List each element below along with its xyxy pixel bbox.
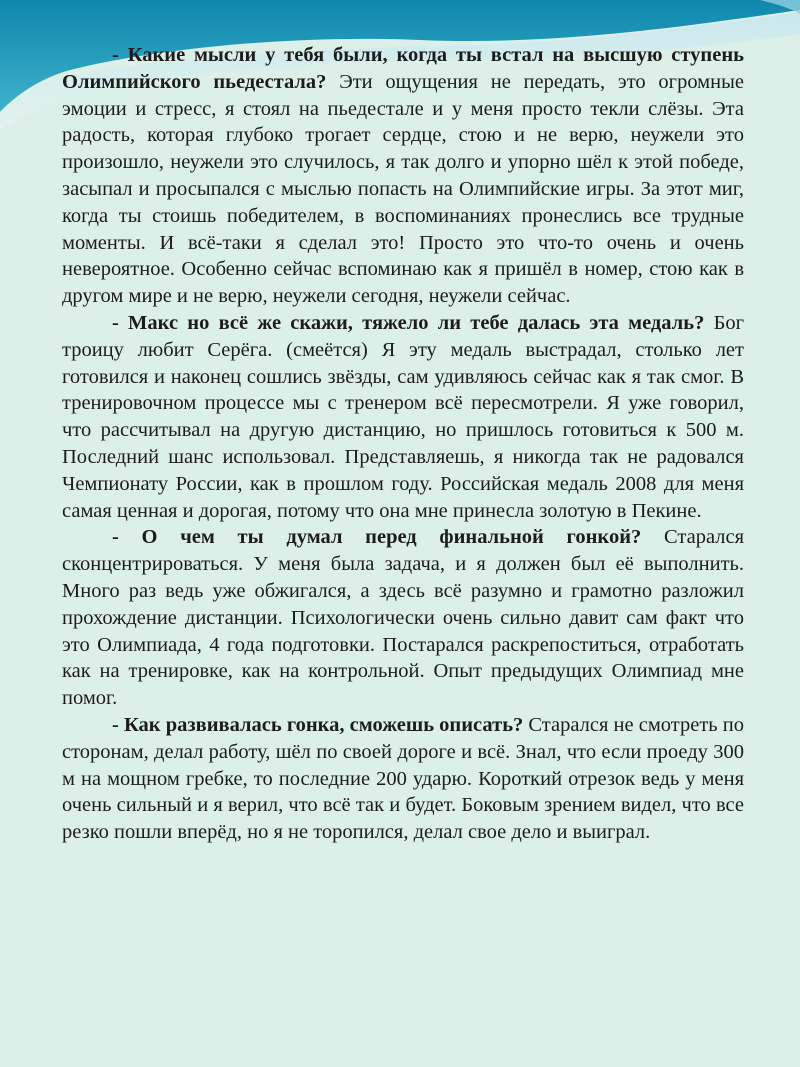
interview-paragraph-3 [62, 524, 744, 712]
interview-paragraph-1 [62, 42, 744, 310]
interview-paragraph-4 [62, 712, 744, 846]
question-3: - О чем ты думал перед финальной гонкой? [112, 526, 642, 549]
interview-text [62, 42, 744, 846]
question-4: - Как развивалась гонка, сможешь описать? [112, 713, 524, 736]
answer-4: Старался не смотреть по сторонам, делал работу, шёл по своей дороге и всё. Знал, что если проеду 300 м на мощном гребке, то последние 200 ударю. Короткий отрезок ведь у меня очень сильный и я верил, что всё так и будет. Боковым зрением видел, что все резко пошли вперёд, но я не торопился, делал свое дело и выиграл. [62, 713, 744, 844]
question-2: - Макс но всё же скажи, тяжело ли тебе далась эта медаль? [112, 311, 705, 334]
answer-1: Эти ощущения не передать, это огромные эмоции и стресс, я стоял на пьедестале и у меня просто текли слёзы. Эта радость, которая глубоко трогает сердце, стою и не верю, неужели это произошло, неужели это случилось, я так долго и упорно шёл к этой победе, засыпал и просыпался с мыслью попасть на Олимпийские игры. За этот миг, когда ты стоишь победителем, в воспоминаниях пронеслись все трудные моменты. И всё-таки я сделал это! Просто это что-то очень и очень невероятное. Особенно сейчас вспоминаю как я пришёл в номер, стою как в другом мире и не верю, неужели сегодня, неужели сейчас. [62, 70, 744, 308]
question-1: - Какие мысли у тебя были, когда ты встал на высшую ступень Олимпийского пьедестала? [62, 44, 744, 93]
answer-2: Бог троицу любит Серёга. (смеётся) Я эту медаль выстрадал, столько лет готовился и наконец сошлись звёзды, сам удивляюсь сейчас как я так смог. В тренировочном процессе мы с тренером всё пересмотрели. Я уже говорил, что рассчитывал на другую дистанцию, но пришлось готовиться к 500 м. Последний шанс использовал. Представляешь, я никогда так не радовался Чемпионату России, как в прошлом году. Российская медаль 2008 для меня самая ценная и дорогая, потому что она мне принесла золотую в Пекине. [62, 311, 744, 522]
answer-3: Старался сконцентрироваться. У меня была задача, и я должен был её выполнить. Много раз ведь уже обжигался, а здесь всё разумно и грамотно разложил прохождение дистанции. Психологически очень сильно давит сам факт что это Олимпиада, 4 года подготовки. Постарался раскрепоститься, отработать как на тренировке, как на контрольной. Опыт предыдущих Олимпиад мне помог. [62, 526, 744, 710]
interview-paragraph-2 [62, 310, 744, 524]
